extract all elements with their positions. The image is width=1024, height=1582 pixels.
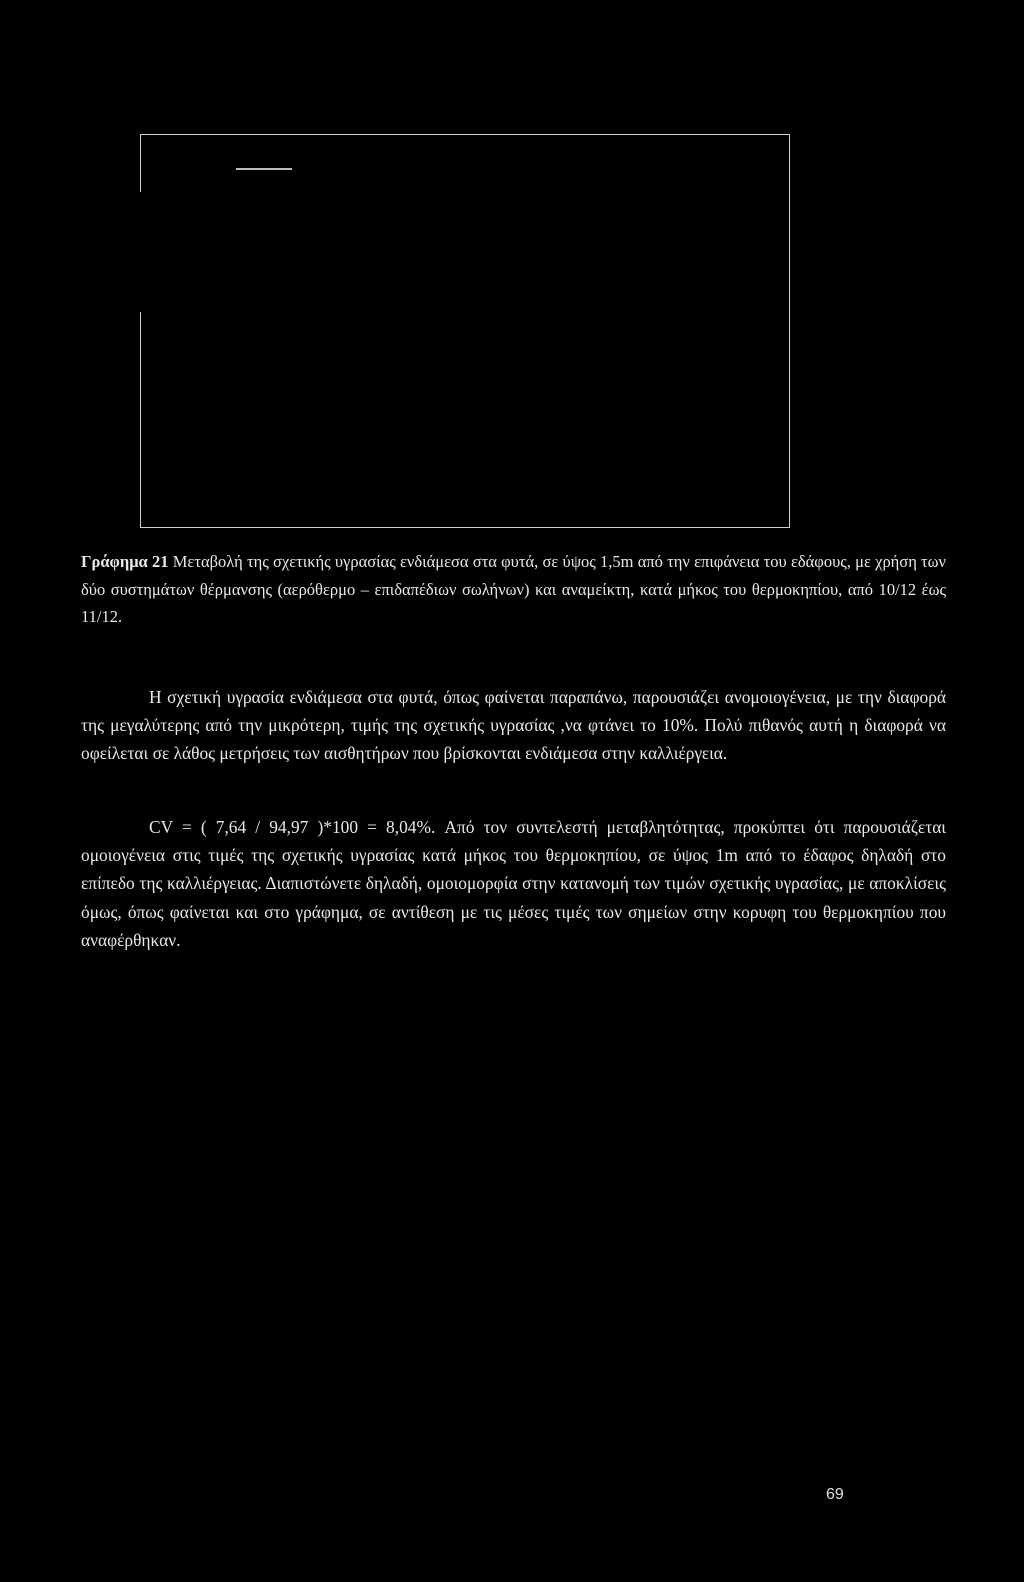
figure-caption-text: Μεταβολή της σχετικής υγρασίας ενδιάμεσα στα φυτά, σε ύψος 1,5m από την επιφάνεια του εδάφους, με χρήση των δύο συστημάτων θέρμανσης (αερόθερμο – επιδαπέδιων σωλήνων) και αναμείκτη, κατά μήκος του θερμοκηπίου, από 10/12 έως 11/12. [81,552,947,626]
body-paragraph-1: Η σχετική υγρασία ενδιάμεσα στα φυτά, όπως φαίνεται παραπάνω, παρουσιάζει ανομοιογένεια, με την διαφορά της μεγαλύτερης από την μικρότερη, τιμής της σχετικής υγρασίας ,να φτάνει το 10%. Πολύ πιθανός αυτή η διαφορά να οφείλεται σε λάθος μετρήσεις των αισθητήρων που βρίσκονται ενδιάμεσα στην καλλιέργεια. [81,687,946,764]
figure-frame-left-edge-top [140,134,141,192]
figure-frame-left-edge-bottom [140,312,141,528]
figure-frame [140,134,790,528]
figure-legend-line [236,168,292,170]
page-number: 69 [826,1486,844,1503]
figure-caption-label: Γράφημα 21 [81,552,169,571]
figure-caption [81,548,946,631]
body-paragraph-2: CV = ( 7,64 / 94,97 )*100 = 8,04%. Από τον συντελεστή μεταβλητότητας, προκύπτει ότι παρουσιάζεται ομοιογένεια στις τιμές της σχετικής υγρασίας κατά μήκος του θερμοκηπίου, σε ύψος 1m από το έδαφος δηλαδή στο επίπεδο της καλλιέργειας. Διαπιστώνετε δηλαδή, ομοιομορφία στην κατανομή των τιμών σχετικής υγρασίας, με αποκλίσεις όμως, όπως φαίνεται και στο γράφημα, σε αντίθεση με τις μέσες τιμές των σημείων στην κορυφη του θερμοκηπίου που αναφέρθηκαν. [81,817,946,950]
